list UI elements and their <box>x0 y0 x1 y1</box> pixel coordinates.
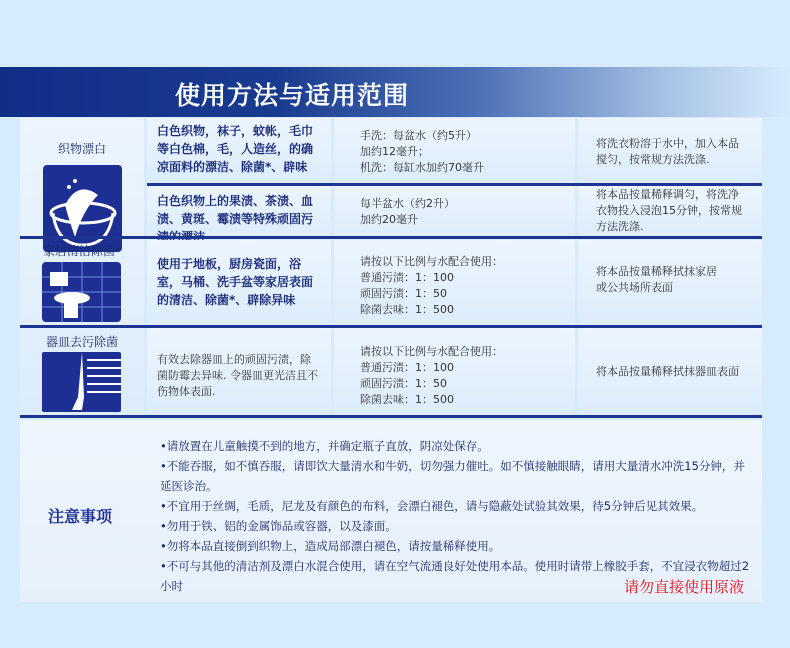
notes-title: 注意事项 <box>48 507 113 526</box>
method-cell: 将本品按量稀释调匀，将洗净衣物投入浸泡15分钟，按常规方法洗涤. <box>578 186 762 238</box>
category-label: 器皿去污除菌 <box>45 335 118 349</box>
divider <box>20 236 762 239</box>
note-item: •不宜用于丝绸，毛质，尼龙及有颜色的布料，会漂白褪色，请与隐蔽处试验其效果，待5分钟后见其效果。 <box>160 499 704 513</box>
dosage-cell: 每半盆水（约2升） 加约20毫升 <box>334 186 575 238</box>
note-item: •不能吞服，如不慎吞服，请即饮大量清水和牛奶，切勿强力催吐。如不慎接触眼睛，请用大量清水冲洗15分钟，并延医诊治。 <box>160 459 745 493</box>
method-cell: 将本品按量稀释拭抹器皿表面 <box>578 328 762 416</box>
dosage-cell: 请按以下比例与水配合使用： 普通污渍：1：100 顽固污渍：1：50 除菌去味：1：500 <box>334 328 575 416</box>
notes-section <box>20 420 762 602</box>
notes-list <box>160 436 750 596</box>
method-cell: 将洗衣粉溶于水中，加入本品搅匀，按常规方法洗涤. <box>578 118 762 183</box>
divider <box>20 415 762 418</box>
note-item: •勿将本品直接倒到织物上，造成局部漂白褪色，请按量稀释使用。 <box>160 539 501 553</box>
mop-icon <box>42 352 121 412</box>
dosage-cell: 手洗：每盆水（约5升） 加约12毫升； 机洗：每缸水加约70毫升 <box>334 118 575 183</box>
page-title: 使用方法与适用范围 <box>175 81 410 110</box>
category-label: 家居清洁除菌* <box>42 244 121 258</box>
dosage-cell: 请按以下比例与水配合使用： 普通污渍：1：100 顽固污渍：1：50 除菌去味：1：500 <box>334 240 575 326</box>
note-item: •不可与其他的清洁剂及漂白水混合使用，请在空气流通良好处使用本品。使用时请带上橡胶手套，不宜浸衣物超过2小时 <box>160 559 750 593</box>
category-label: 织物漂白 <box>57 142 106 156</box>
scope-cell: 白色织物上的果渍、茶渍、血渍、黄斑、霉渍等特殊顽固污 <box>147 186 331 238</box>
note-item: •请放置在儿童触摸不到的地方，并确定瓶子直放，阴凉处保存。 <box>160 439 489 453</box>
method-cell: 将本品按量稀释拭抹家居 或公共场所表面 <box>578 240 762 326</box>
section-banner <box>0 67 790 117</box>
toilet-icon <box>42 262 121 322</box>
note-item: •勿用于铁、铝的金属饰品或容器，以及漆面。 <box>160 519 397 533</box>
warning-text: 请勿直接使用原液 <box>624 578 745 596</box>
scope-cell: 有效去除器皿上的顽固污渍，除菌防霉去异味. 令器皿更光洁且不伤物体表面. <box>147 328 331 416</box>
scope-cell: 使用于地板，厨房瓷面，浴室，马桶、洗手盆等家居表面的清洁、除菌*、辟除异味 <box>147 240 331 326</box>
scope-cell: 白色织物，袜子，蚊帐，毛巾等白色棉，毛，人造丝，的确凉面料的漂洁、除菌*、辟味 <box>147 118 331 183</box>
